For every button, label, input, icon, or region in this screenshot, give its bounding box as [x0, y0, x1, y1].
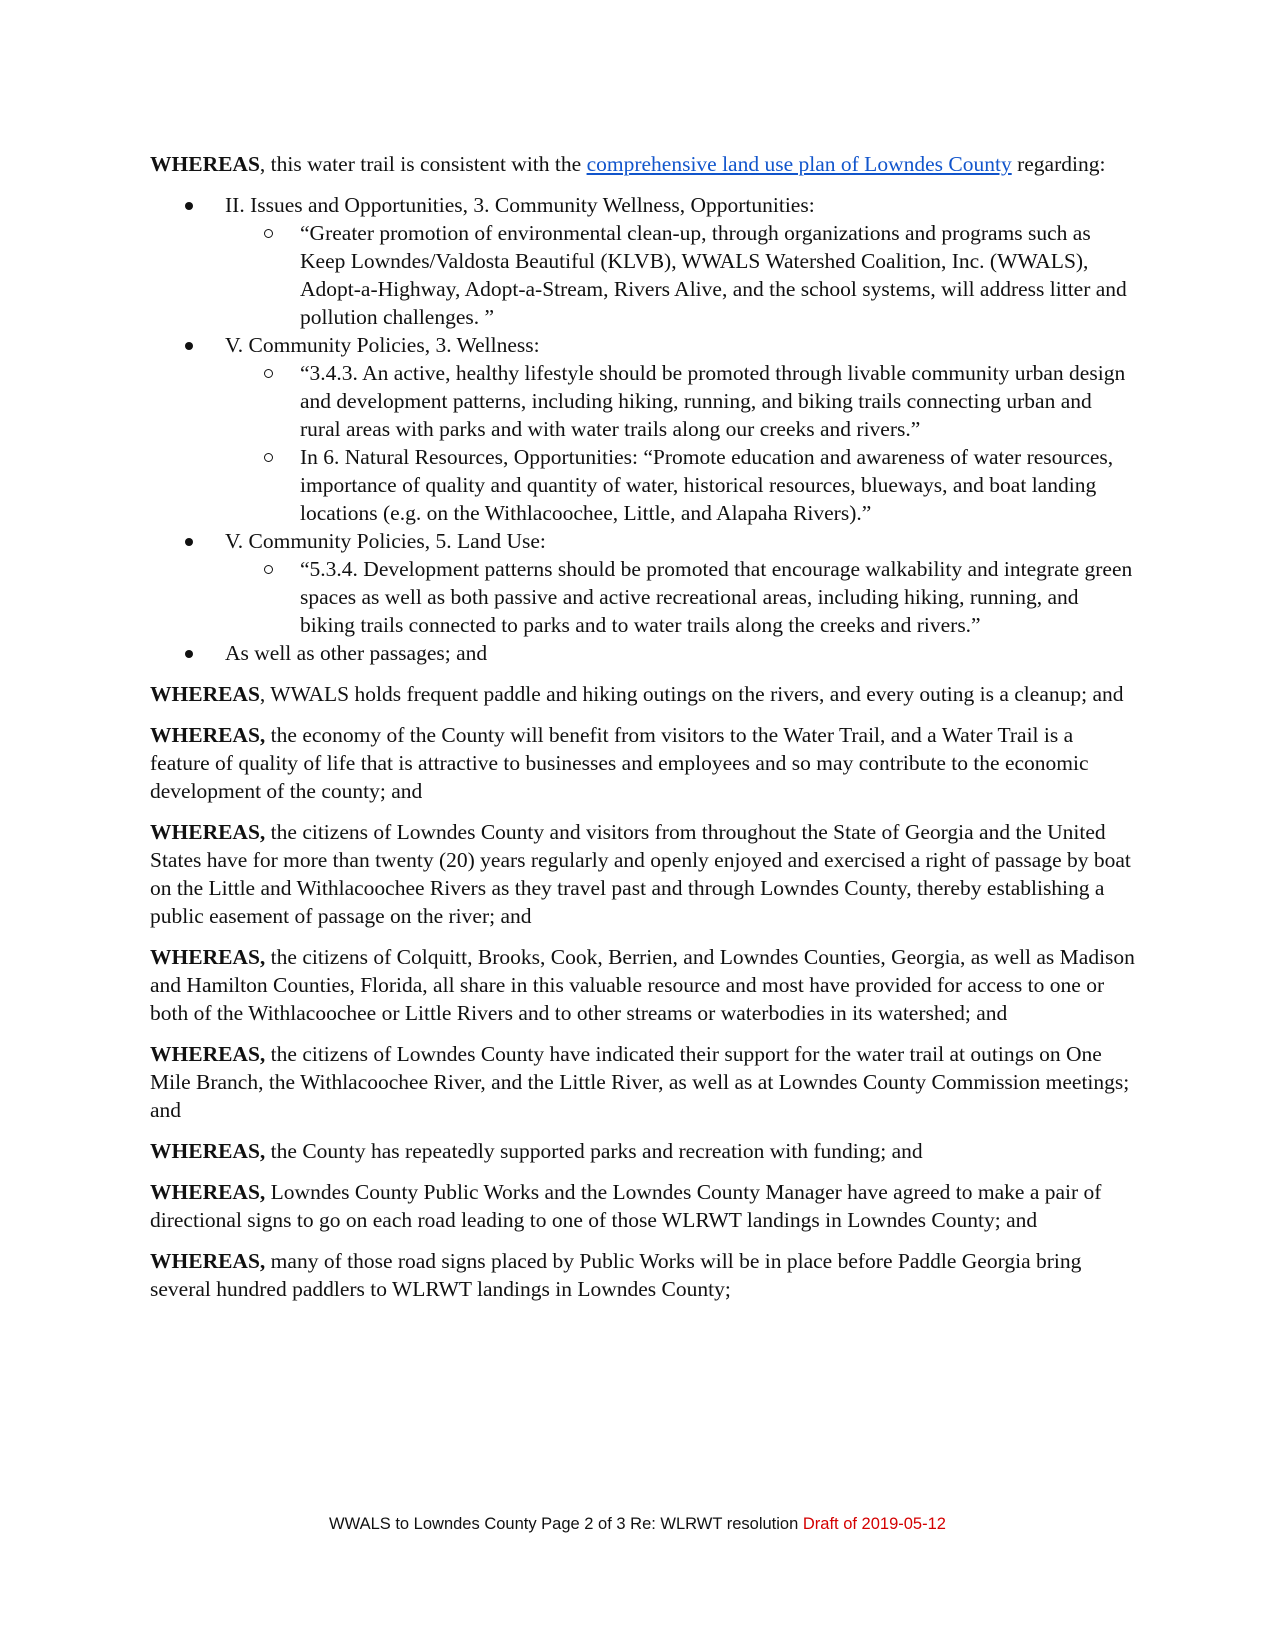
paragraph-text: the citizens of Colquitt, Brooks, Cook, Berrien, and Lowndes Counties, Georgia, as well as Madison and Hamilton Counties, Florida, all share in this valuable resource and most have provided for access to one or both of the Withlacoochee or Little Rivers and to other streams or waterbodies in its watershed; and — [150, 945, 1135, 1025]
bullet-text: V. Community Policies, 3. Wellness: — [225, 333, 540, 357]
circle-bullet-icon — [264, 229, 273, 238]
whereas-paragraph — [150, 1040, 1135, 1124]
bullet-icon — [185, 342, 193, 350]
whereas-keyword: WHEREAS, — [150, 1249, 266, 1273]
sub-text: “3.4.3. An active, healthy lifestyle should be promoted through livable community urban design and development patterns, including hiking, running, and biking trails connecting urban and rural areas with parks and with water trails along our creeks and rivers.” — [300, 361, 1126, 441]
whereas-paragraph — [150, 943, 1135, 1027]
land-use-plan-link[interactable]: comprehensive land use plan of Lowndes County — [586, 152, 1012, 176]
bullet-text: II. Issues and Opportunities, 3. Community Wellness, Opportunities: — [225, 193, 815, 217]
whereas-keyword: WHEREAS, — [150, 1180, 266, 1204]
sub-item — [225, 443, 1135, 527]
intro-text: , this water trail is consistent with the — [259, 152, 587, 176]
whereas-paragraph — [150, 680, 1135, 708]
paragraph-text: the County has repeatedly supported parks and recreation with funding; and — [265, 1139, 923, 1163]
paragraph-text: many of those road signs placed by Public Works will be in place before Paddle Georgia bring several hundred paddlers to WLRWT landings in Lowndes County; — [150, 1249, 1082, 1301]
whereas-keyword: WHEREAS, — [150, 945, 266, 969]
bullet-item — [150, 331, 1135, 527]
plan-bullet-list — [150, 191, 1135, 667]
whereas-keyword: WHEREAS, — [150, 1042, 266, 1066]
bullet-item — [150, 527, 1135, 639]
bullet-icon — [185, 650, 193, 658]
document-body — [150, 150, 1135, 1316]
whereas-keyword: WHEREAS, — [150, 723, 266, 747]
bullet-text: As well as other passages; and — [225, 641, 488, 665]
whereas-paragraph — [150, 818, 1135, 930]
intro-paragraph — [150, 150, 1135, 178]
intro-text-after: regarding: — [1011, 152, 1106, 176]
whereas-keyword: WHEREAS, — [150, 820, 266, 844]
sub-text: In 6. Natural Resources, Opportunities: “Promote education and awareness of water resources, importance of quality and quantity of water, historical resources, blueways, and boat landing locations (e.g. on the Withlacoochee, Little, and Alapaha Rivers).” — [300, 445, 1114, 525]
circle-bullet-icon — [264, 565, 273, 574]
bullet-icon — [185, 538, 193, 546]
sub-text: “5.3.4. Development patterns should be promoted that encourage walkability and integrate green spaces as well as both passive and active recreational areas, including hiking, running, and biking trails connected to parks and to water trails along the creeks and rivers.” — [300, 557, 1133, 637]
circle-bullet-icon — [264, 453, 273, 462]
sub-list — [225, 359, 1135, 527]
paragraph-text: Lowndes County Public Works and the Lowndes County Manager have agreed to make a pair of directional signs to go on each road leading to one of those WLRWT landings in Lowndes County; and — [150, 1180, 1102, 1232]
circle-bullet-icon — [264, 369, 273, 378]
bullet-text: V. Community Policies, 5. Land Use: — [225, 529, 546, 553]
paragraph-text: the citizens of Lowndes County and visitors from throughout the State of Georgia and the United States have for more than twenty (20) years regularly and openly enjoyed and exercised a right of passage by boat on the Little and Withlacoochee Rivers as they travel past and through Lowndes County, thereby establishing a public easement of passage on the river; and — [150, 820, 1131, 928]
whereas-paragraph — [150, 721, 1135, 805]
whereas-keyword: WHEREAS, — [150, 1139, 266, 1163]
sub-text: “Greater promotion of environmental clean-up, through organizations and programs such as Keep Lowndes/Valdosta Beautiful (KLVB), WWALS Watershed Coalition, Inc. (WWALS), Adopt-a-Highway, Adopt-a-Stream, Rivers Alive, and the school systems, will address litter and pollution challenges. ” — [300, 221, 1127, 329]
sub-item — [225, 555, 1135, 639]
draft-label: Draft of 2019-05-12 — [802, 1515, 946, 1533]
paragraph-text: , WWALS holds frequent paddle and hiking outings on the rivers, and every outing is a cleanup; and — [259, 682, 1124, 706]
whereas-paragraph — [150, 1247, 1135, 1303]
paragraph-text: the citizens of Lowndes County have indicated their support for the water trail at outings on One Mile Branch, the Withlacoochee River, and the Little River, as well as at Lowndes County Commission meetings; and — [150, 1042, 1130, 1122]
whereas-paragraph — [150, 1178, 1135, 1234]
paragraph-text: the economy of the County will benefit from visitors to the Water Trail, and a Water Trail is a feature of quality of life that is attractive to businesses and employees and so may contribute to the economic development of the county; and — [150, 723, 1089, 803]
footer-text: WWALS to Lowndes County Page 2 of 3 Re: WLRWT resolution — [329, 1515, 799, 1533]
sub-item — [225, 219, 1135, 331]
whereas-keyword: WHEREAS — [150, 682, 260, 706]
sub-list — [225, 555, 1135, 639]
sub-list — [225, 219, 1135, 331]
whereas-paragraph — [150, 1137, 1135, 1165]
bullet-item — [150, 191, 1135, 331]
sub-item — [225, 359, 1135, 443]
page-footer — [0, 1515, 1275, 1534]
bullet-item — [150, 639, 1135, 667]
whereas-keyword: WHEREAS — [150, 152, 260, 176]
bullet-icon — [185, 202, 193, 210]
